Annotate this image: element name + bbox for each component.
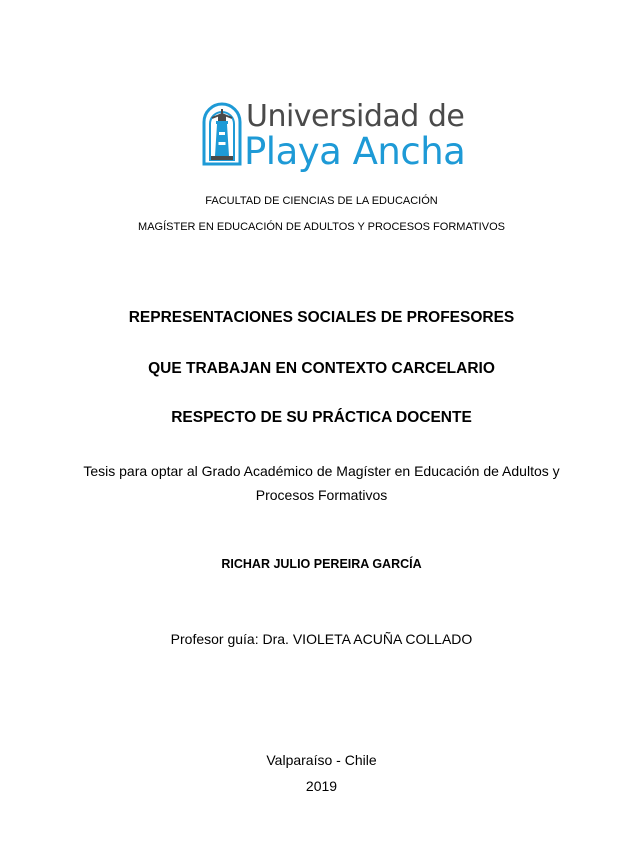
- thesis-title-line-1: REPRESENTACIONES SOCIALES DE PROFESORES: [128, 309, 515, 326]
- place: Valparaíso - Chile: [266, 752, 377, 768]
- thesis-title-line-3: RESPECTO DE SU PRÁCTICA DOCENTE: [171, 409, 472, 426]
- year: 2019: [305, 778, 338, 794]
- advisor-name: Profesor guía: Dra. VIOLETA ACUÑA COLLADO: [170, 631, 473, 647]
- author-name: RICHAR JULIO PEREIRA GARCÍA: [221, 557, 422, 571]
- logo-university-text: Universidad de: [246, 99, 465, 134]
- university-logo: [200, 100, 480, 180]
- program-name: MAGÍSTER EN EDUCACIÓN DE ADULTOS Y PROCESOS FORMATIVOS: [138, 221, 505, 233]
- logo-university-name: Playa Ancha: [244, 130, 466, 173]
- thesis-description: [0, 459, 643, 507]
- lighthouse-emblem-icon: [200, 100, 244, 166]
- description-line-1: Tesis para optar al Grado Académico de Magíster en Educación de Adultos y: [83, 463, 560, 479]
- thesis-title-line-2: QUE TRABAJAN EN CONTEXTO CARCELARIO: [148, 360, 495, 377]
- faculty-name: FACULTAD DE CIENCIAS DE LA EDUCACIÓN: [205, 195, 438, 207]
- description-line-2: Procesos Formativos: [255, 487, 388, 503]
